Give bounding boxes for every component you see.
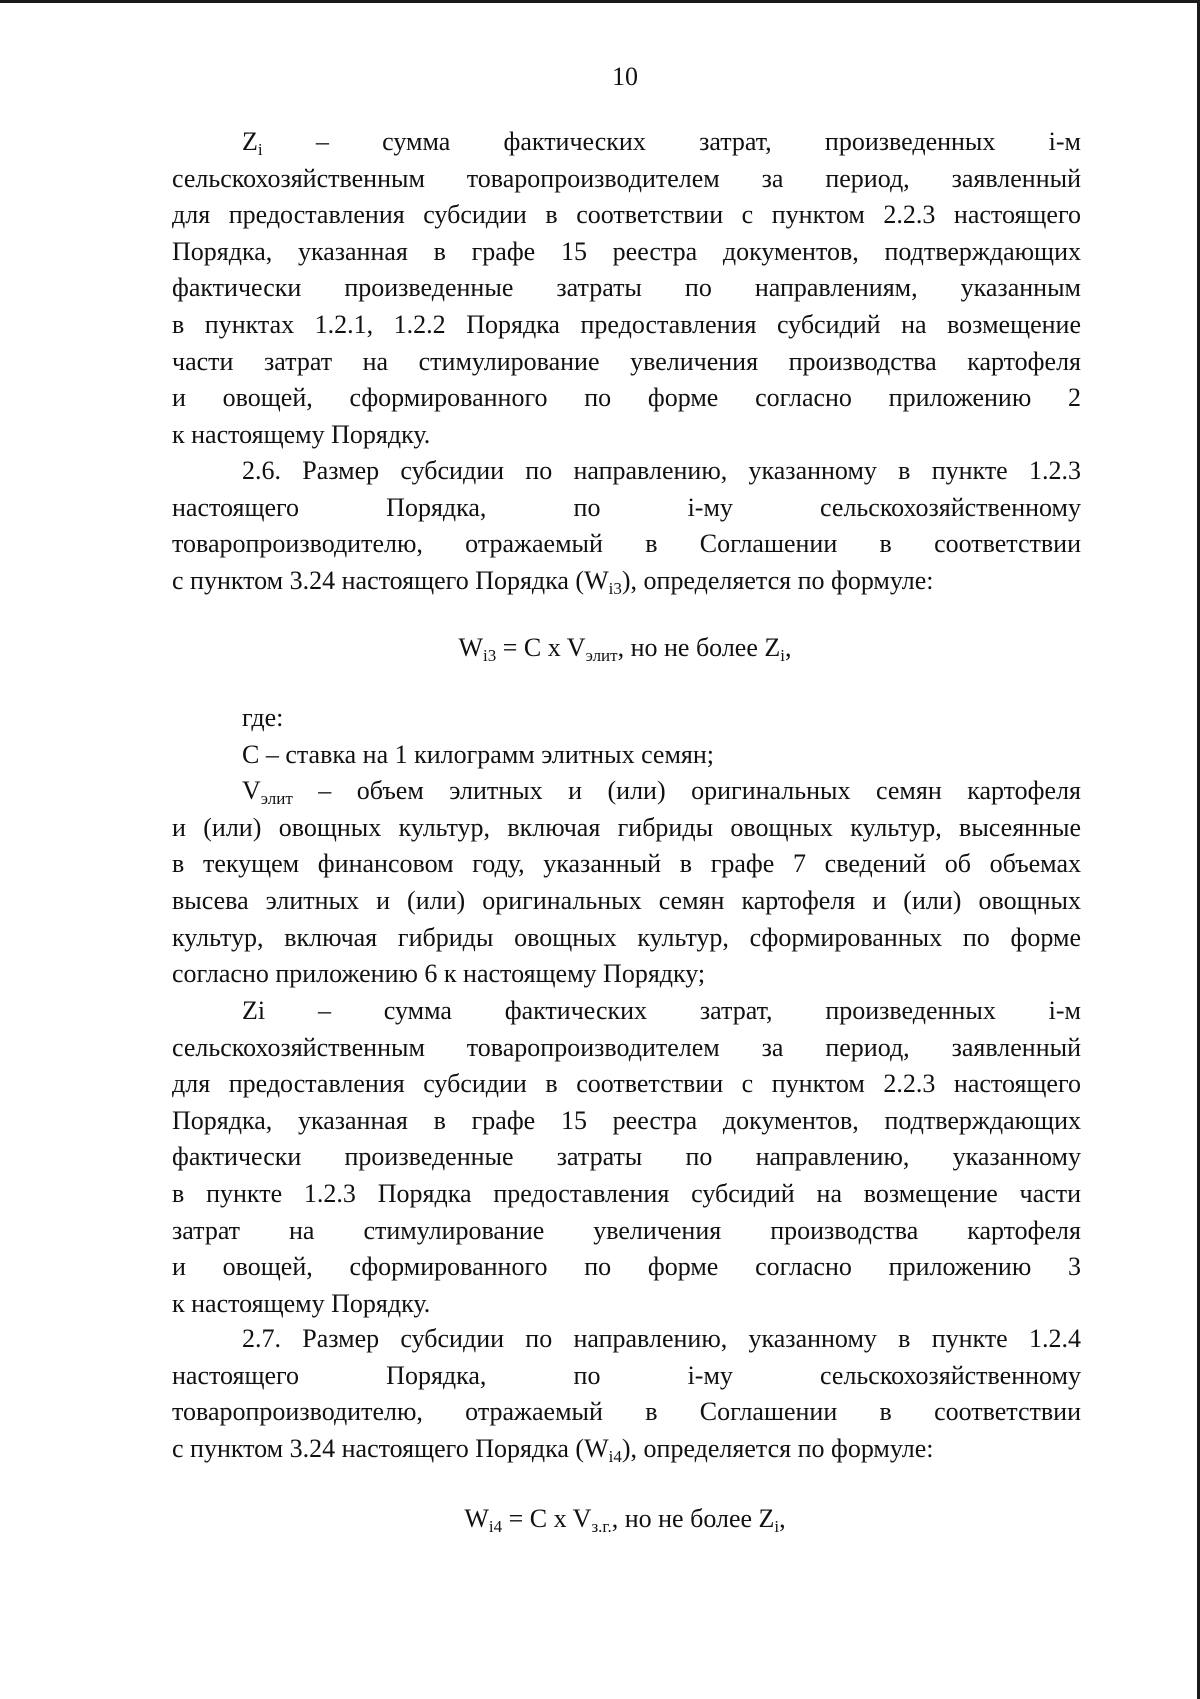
where-label: где: <box>242 703 284 732</box>
text-line: с пунктом 3.24 настоящего Порядка $(W_{i3})$, определяется по формуле: <box>172 565 934 598</box>
zi-definition-1-first-line: $Z_i$ – сумма фактических затрат, произведенных i-м <box>242 127 1081 159</box>
text-line: с пунктом 3.24 настоящего Порядка $(W_{i4})$, определяется по формуле: <box>172 1433 934 1466</box>
zi-definition-1 <box>172 124 1081 453</box>
text-line: для предоставления субсидии в соответствии с пунктом 2.2.3 настоящего <box>172 200 1081 230</box>
text-line: культур, включая гибриды овощных культур, сформированных по форме <box>172 922 1081 952</box>
text-line: в пунктах 1.2.1, 1.2.2 Порядка предоставления субсидий на возмещение <box>172 309 1081 339</box>
text-line: фактически произведенные затраты по направлению, указанному <box>172 1142 1081 1172</box>
text-line: согласно приложению 6 к настоящему Порядку; <box>172 959 706 989</box>
text-line: Zi – сумма фактических затрат, произведенных i-м <box>242 996 1081 1025</box>
text-line: и овощей, сформированного по форме согласно приложению 2 <box>172 383 1081 413</box>
text-line: к настоящему Порядку. <box>172 1288 431 1318</box>
text-line: в пункте 1.2.3 Порядка предоставления субсидий на возмещение части <box>172 1178 1081 1208</box>
formula-wi4: $W_{i4} = C$ x $V_{з.г.}$, но не более $Z_i$, <box>464 1504 786 1536</box>
text-line: и овощей, сформированного по форме согласно приложению 3 <box>172 1252 1081 1282</box>
text-line: фактически произведенные затраты по направлениям, указанным <box>172 273 1081 303</box>
text-line: и (или) овощных культур, включая гибриды овощных культур, высеянные <box>172 812 1081 842</box>
text-line: сельскохозяйственным товаропроизводителем за период, заявленный <box>172 1032 1081 1062</box>
text-line: затрат на стимулирование увеличения производства картофеля <box>172 1215 1081 1245</box>
paragraph-2-7 <box>172 1321 1081 1467</box>
text-line: высева элитных и (или) оригинальных семян картофеля и (или) овощных <box>172 885 1081 915</box>
page-number: 10 <box>612 62 638 91</box>
paragraph-2-6 <box>172 453 1081 599</box>
text-line: сельскохозяйственным товаропроизводителем за период, заявленный <box>172 163 1081 193</box>
text-line: товаропроизводителю, отражаемый в Соглашении в соответствии <box>172 529 1081 559</box>
text-line: настоящего Порядка, по i-му сельскохозяйственному <box>172 1360 1081 1390</box>
text-line: товаропроизводителю, отражаемый в Соглашении в соответствии <box>172 1397 1081 1427</box>
text-line: Порядка, указанная в графе 15 реестра документов, подтверждающих <box>172 1105 1081 1135</box>
formula-wi3: $W_{i3} = C$ x $V_{элит}$, но не более $Z_i$, <box>458 633 792 665</box>
definitions-block <box>172 700 1081 993</box>
text-line: части затрат на стимулирование увеличения производства картофеля <box>172 346 1081 376</box>
text-line: Порядка, указанная в графе 15 реестра документов, подтверждающих <box>172 236 1081 266</box>
text-line: в текущем финансовом году, указанный в графе 7 сведений об объемах <box>172 849 1081 879</box>
zi-definition-2 <box>172 993 1081 1322</box>
text-line: 2.6. Размер субсидии по направлению, указанному в пункте 1.2.3 <box>242 456 1081 485</box>
text-line: для предоставления субсидии в соответствии с пунктом 2.2.3 настоящего <box>172 1069 1081 1099</box>
text-line: к настоящему Порядку. <box>172 419 431 449</box>
scan-border-top <box>0 0 1200 3</box>
text-line: 2.7. Размер субсидии по направлению, указанному в пункте 1.2.4 <box>242 1324 1081 1353</box>
v-definition-first-line: $V_{элит}$ – объем элитных и (или) оригинальных семян картофеля <box>242 776 1081 809</box>
c-definition: С – ставка на 1 килограмм элитных семян; <box>242 739 715 769</box>
text-line: настоящего Порядка, по i-му сельскохозяйственному <box>172 492 1081 522</box>
